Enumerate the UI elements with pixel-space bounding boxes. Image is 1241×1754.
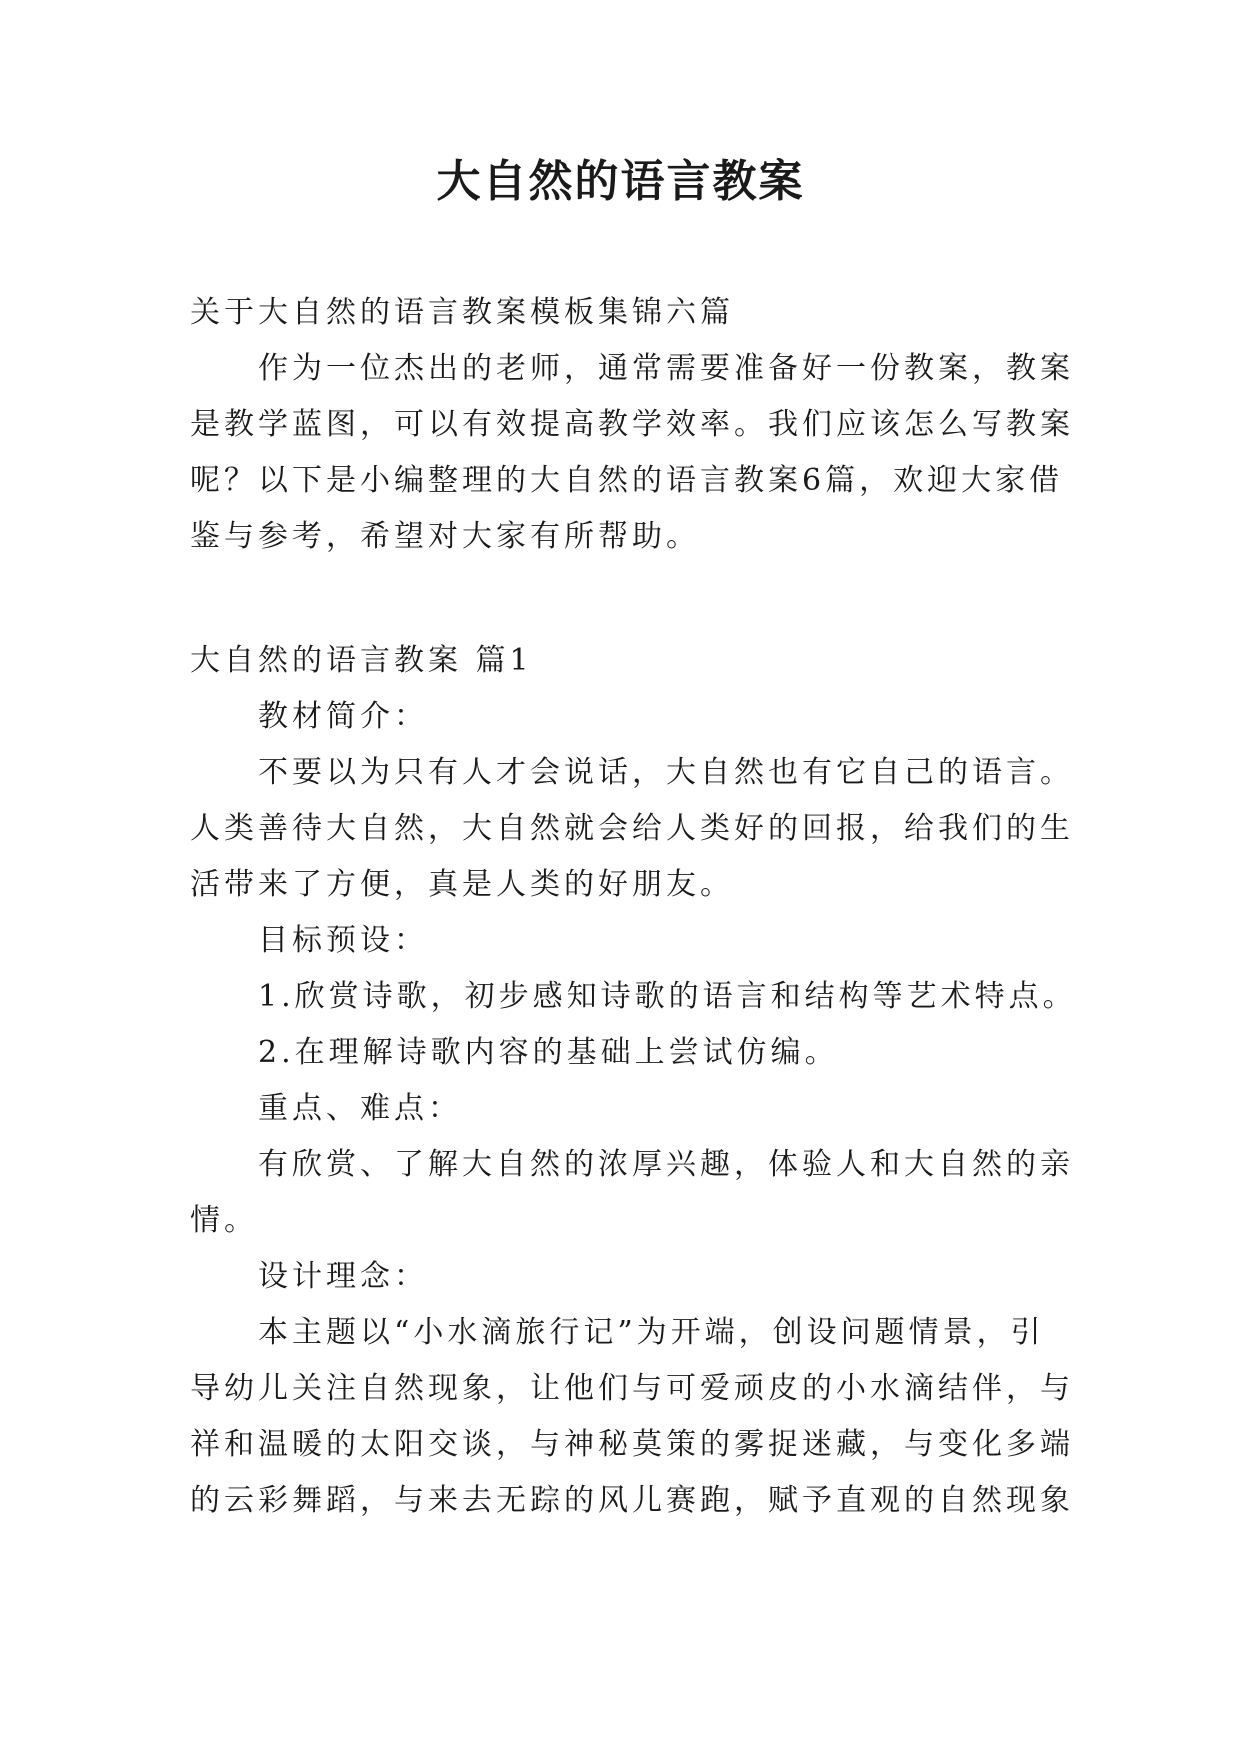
paragraph-line: 有欣赏、了解大自然的浓厚兴趣，体验人和大自然的亲 [258, 1147, 1074, 1182]
subtitle-line: 关于大自然的语言教案模板集锦六篇 [190, 295, 734, 330]
paragraph-line: 目标预设： [258, 923, 428, 958]
paragraph-line: 的云彩舞蹈，与来去无踪的风儿赛跑，赋予直观的自然现象 [190, 1483, 1074, 1518]
paragraph-line: 设计理念： [258, 1259, 428, 1294]
paragraph-line: 作为一位杰出的老师，通常需要准备好一份教案，教案 [258, 351, 1074, 386]
paragraph-line: 鉴与参考，希望对大家有所帮助。 [190, 519, 700, 554]
paragraph-line: 教材简介： [258, 699, 428, 734]
paragraph-line: 重点、难点： [258, 1091, 462, 1126]
paragraph-line: 活带来了方便，真是人类的好朋友。 [190, 867, 734, 902]
section-heading: 大自然的语言教案 篇1 [190, 643, 533, 678]
document-title: 大自然的语言教案 [436, 156, 805, 207]
paragraph-line: 情。 [190, 1203, 258, 1238]
paragraph-line: 导幼儿关注自然现象，让他们与可爱顽皮的小水滴结伴，与 [190, 1371, 1074, 1406]
paragraph-line: 呢？以下是小编整理的大自然的语言教案6篇，欢迎大家借 [190, 463, 1064, 498]
paragraph-line: 1.欣赏诗歌，初步感知诗歌的语言和结构等艺术特点。 [258, 979, 1077, 1014]
paragraph-line: 祥和温暖的太阳交谈，与神秘莫策的雾捉迷藏，与变化多端 [190, 1427, 1074, 1462]
paragraph-line: 2.在理解诗歌内容的基础上尝试仿编。 [258, 1035, 839, 1070]
paragraph-line: 人类善待大自然，大自然就会给人类好的回报，给我们的生 [190, 811, 1074, 846]
paragraph-line: 不要以为只有人才会说话，大自然也有它自己的语言。 [258, 755, 1074, 790]
paragraph-line: 本主题以“小水滴旅行记”为开端，创设问题情景，引 [258, 1315, 1045, 1350]
paragraph-line: 是教学蓝图，可以有效提高教学效率。我们应该怎么写教案 [190, 407, 1074, 442]
